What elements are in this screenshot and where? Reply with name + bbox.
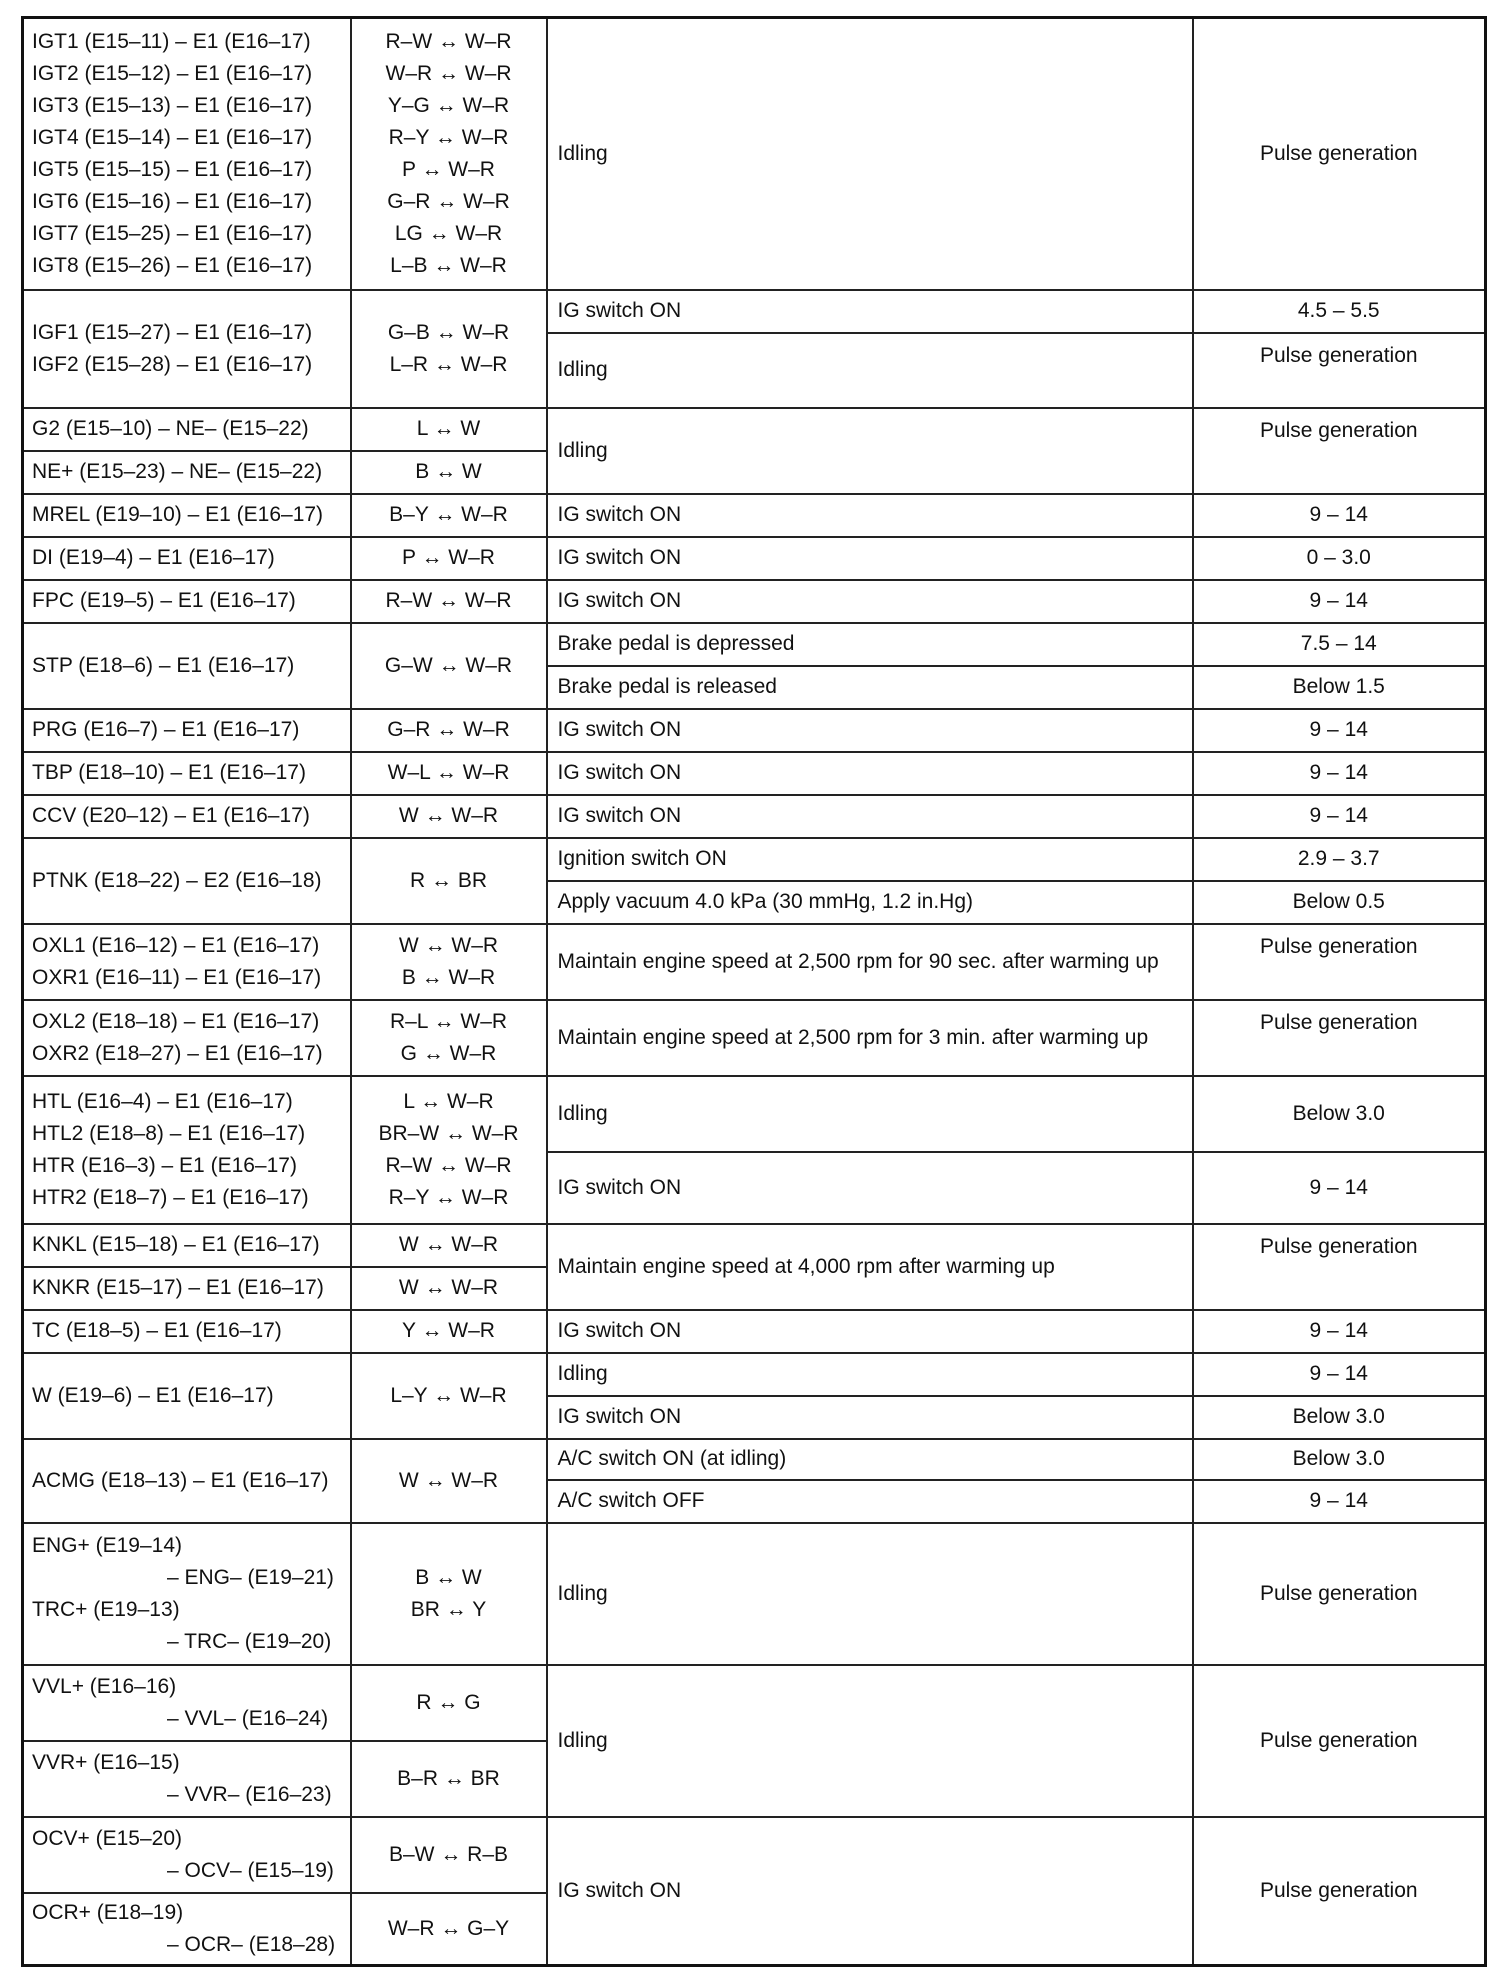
spec-cell: Pulse generation <box>1193 1523 1486 1665</box>
terminal-igt5: IGT5 (E15–15) – E1 (E16–17) <box>32 157 313 181</box>
terminal-stp: STP (E18–6) – E1 (E16–17) <box>23 623 351 709</box>
condition-cell: Maintain engine speed at 2,500 rpm for 3 min. after warming up <box>547 1000 1193 1076</box>
spec-cell: Pulse generation <box>1193 1224 1486 1310</box>
wiring-htr2: R–Y ↔ W–R <box>388 1185 509 1209</box>
wiring-fpc: R–W ↔ W–R <box>351 580 547 623</box>
condition-cell: Idling <box>547 1076 1193 1152</box>
table-row <box>23 752 1486 795</box>
table-row <box>23 1353 1486 1396</box>
condition-cell: IG switch ON <box>547 1396 1193 1439</box>
terminal-oxr1: OXR1 (E16–11) – E1 (E16–17) <box>32 965 322 989</box>
wiring-cell <box>351 290 547 408</box>
wiring-ocr: W–R ↔ G–Y <box>351 1893 547 1966</box>
wiring-oxr1: B ↔ W–R <box>401 965 496 989</box>
condition-cell: Maintain engine speed at 4,000 rpm after warming up <box>547 1224 1193 1310</box>
wiring-w: L–Y ↔ W–R <box>351 1353 547 1439</box>
terminal-prg: PRG (E16–7) – E1 (E16–17) <box>23 709 351 752</box>
wiring-igt4: R–Y ↔ W–R <box>388 125 509 149</box>
wiring-knkr: W ↔ W–R <box>351 1267 547 1310</box>
terminal-cell <box>23 18 351 290</box>
terminal-ocr-plus: OCR+ (E18–19) <box>32 1900 184 1924</box>
terminal-oxr2: OXR2 (E18–27) – E1 (E16–17) <box>32 1041 323 1065</box>
terminal-cell <box>23 1893 351 1966</box>
terminal-tbp: TBP (E18–10) – E1 (E16–17) <box>23 752 351 795</box>
table-row <box>23 709 1486 752</box>
condition-cell: A/C switch OFF <box>547 1480 1193 1523</box>
terminal-oxl2: OXL2 (E18–18) – E1 (E16–17) <box>32 1009 320 1033</box>
terminal-eng-minus: – ENG– (E19–21) <box>167 1565 334 1589</box>
table-row <box>23 1665 1486 1741</box>
terminal-htr2: HTR2 (E18–7) – E1 (E16–17) <box>32 1185 309 1209</box>
terminal-g2: G2 (E15–10) – NE– (E15–22) <box>23 408 351 451</box>
terminal-cell <box>23 1741 351 1817</box>
spec-cell: 4.5 – 5.5 <box>1193 290 1486 333</box>
condition-cell: A/C switch ON (at idling) <box>547 1439 1193 1480</box>
wiring-igt7: LG ↔ W–R <box>394 221 503 245</box>
spec-cell: Pulse generation <box>1193 1665 1486 1817</box>
terminal-igf1: IGF1 (E15–27) – E1 (E16–17) <box>32 320 313 344</box>
wiring-cell <box>351 1076 547 1224</box>
terminal-igt4: IGT4 (E15–14) – E1 (E16–17) <box>32 125 313 149</box>
spec-cell: 7.5 – 14 <box>1193 623 1486 666</box>
spec-cell: Below 0.5 <box>1193 881 1486 924</box>
wiring-igt8: L–B ↔ W–R <box>390 253 507 277</box>
condition-cell: IG switch ON <box>547 1817 1193 1966</box>
table-row <box>23 18 1486 290</box>
terminal-knkr: KNKR (E15–17) – E1 (E16–17) <box>23 1267 351 1310</box>
terminal-vvl-minus: – VVL– (E16–24) <box>167 1706 329 1730</box>
spec-cell: Pulse generation <box>1193 1817 1486 1966</box>
condition-cell: Brake pedal is depressed <box>547 623 1193 666</box>
table-row <box>23 623 1486 666</box>
spec-cell: Below 3.0 <box>1193 1439 1486 1480</box>
wiring-tc: Y ↔ W–R <box>351 1310 547 1353</box>
condition-cell: Idling <box>547 1353 1193 1396</box>
table-row <box>23 1310 1486 1353</box>
wiring-ptnk: R ↔ BR <box>351 838 547 924</box>
wiring-oxl1: W ↔ W–R <box>398 933 499 957</box>
terminal-cell <box>23 1076 351 1224</box>
wiring-vvr: B–R ↔ BR <box>351 1741 547 1817</box>
condition-cell: IG switch ON <box>547 494 1193 537</box>
condition-cell: IG switch ON <box>547 290 1193 333</box>
spec-cell: Below 3.0 <box>1193 1396 1486 1439</box>
terminal-igt8: IGT8 (E15–26) – E1 (E16–17) <box>32 253 313 277</box>
wiring-igt1: R–W ↔ W–R <box>385 29 512 53</box>
wiring-cell <box>351 1523 547 1665</box>
terminal-cell <box>23 924 351 1000</box>
terminal-igt1: IGT1 (E15–11) – E1 (E16–17) <box>32 29 311 53</box>
spec-cell: Below 1.5 <box>1193 666 1486 709</box>
spec-cell: 9 – 14 <box>1193 752 1486 795</box>
terminal-ptnk: PTNK (E18–22) – E2 (E16–18) <box>23 838 351 924</box>
wiring-igt3: Y–G ↔ W–R <box>387 93 510 117</box>
condition-cell: Idling <box>547 408 1193 494</box>
terminal-oxl1: OXL1 (E16–12) – E1 (E16–17) <box>32 933 320 957</box>
spec-cell: Below 3.0 <box>1193 1076 1486 1152</box>
terminal-htl: HTL (E16–4) – E1 (E16–17) <box>32 1089 293 1113</box>
wiring-cell <box>351 924 547 1000</box>
terminal-trc-plus: TRC+ (E19–13) <box>32 1597 180 1621</box>
wiring-eng: B ↔ W <box>415 1565 482 1589</box>
wiring-cell <box>351 18 547 290</box>
wiring-ccv: W ↔ W–R <box>351 795 547 838</box>
terminal-cell <box>23 1817 351 1893</box>
condition-cell: Idling <box>547 333 1193 408</box>
ecu-terminal-table-sheet <box>21 16 1484 1956</box>
wiring-htl2: BR–W ↔ W–R <box>378 1121 519 1145</box>
wiring-ne: B ↔ W <box>351 451 547 494</box>
wiring-oxr2: G ↔ W–R <box>400 1041 497 1065</box>
terminal-igt2: IGT2 (E15–12) – E1 (E16–17) <box>32 61 313 85</box>
condition-cell: Idling <box>547 1665 1193 1817</box>
wiring-htl: L ↔ W–R <box>403 1089 494 1113</box>
condition-cell: IG switch ON <box>547 1152 1193 1224</box>
terminal-htr: HTR (E16–3) – E1 (E16–17) <box>32 1153 297 1177</box>
wiring-igt2: W–R ↔ W–R <box>385 61 512 85</box>
spec-cell: 9 – 14 <box>1193 709 1486 752</box>
wiring-knkl: W ↔ W–R <box>351 1224 547 1267</box>
terminal-fpc: FPC (E19–5) – E1 (E16–17) <box>23 580 351 623</box>
wiring-igt6: G–R ↔ W–R <box>387 189 510 213</box>
spec-cell: 0 – 3.0 <box>1193 537 1486 580</box>
terminal-mrel: MREL (E19–10) – E1 (E16–17) <box>23 494 351 537</box>
spec-cell: 9 – 14 <box>1193 1353 1486 1396</box>
terminal-trc-minus: – TRC– (E19–20) <box>167 1629 332 1653</box>
terminal-htl2: HTL2 (E18–8) – E1 (E16–17) <box>32 1121 306 1145</box>
wiring-cell <box>351 1000 547 1076</box>
table-row <box>23 290 1486 333</box>
terminal-vvl-plus: VVL+ (E16–16) <box>32 1674 177 1698</box>
terminal-ocr-minus: – OCR– (E18–28) <box>167 1932 336 1956</box>
terminal-tc: TC (E18–5) – E1 (E16–17) <box>23 1310 351 1353</box>
condition-cell: Idling <box>547 18 1193 290</box>
condition-cell: IG switch ON <box>547 709 1193 752</box>
terminal-ne: NE+ (E15–23) – NE– (E15–22) <box>23 451 351 494</box>
wiring-di: P ↔ W–R <box>351 537 547 580</box>
spec-cell: Pulse generation <box>1193 924 1486 1000</box>
spec-cell: 9 – 14 <box>1193 1480 1486 1523</box>
table-row <box>23 1224 1486 1267</box>
condition-cell: Apply vacuum 4.0 kPa (30 mmHg, 1.2 in.Hg) <box>547 881 1193 924</box>
condition-cell: IG switch ON <box>547 752 1193 795</box>
table-row <box>23 838 1486 881</box>
table-row <box>23 924 1486 1000</box>
terminal-cell <box>23 1523 351 1665</box>
condition-cell: IG switch ON <box>547 537 1193 580</box>
terminal-eng-plus: ENG+ (E19–14) <box>32 1533 182 1557</box>
spec-cell: Pulse generation <box>1193 18 1486 290</box>
table-row <box>23 580 1486 623</box>
terminal-vvr-plus: VVR+ (E16–15) <box>32 1750 180 1774</box>
wiring-htr: R–W ↔ W–R <box>385 1153 512 1177</box>
table-row <box>23 1000 1486 1076</box>
condition-cell: IG switch ON <box>547 795 1193 838</box>
wiring-acmg: W ↔ W–R <box>351 1439 547 1523</box>
wiring-ocv: B–W ↔ R–B <box>351 1817 547 1893</box>
table-row <box>23 1076 1486 1152</box>
terminal-igt3: IGT3 (E15–13) – E1 (E16–17) <box>32 93 313 117</box>
spec-cell: Pulse generation <box>1193 1000 1486 1076</box>
terminal-cell <box>23 1000 351 1076</box>
wiring-g2: L ↔ W <box>351 408 547 451</box>
table-row <box>23 1439 1486 1480</box>
table-row <box>23 1523 1486 1665</box>
spec-cell: Pulse generation <box>1193 333 1486 408</box>
wiring-igt5: P ↔ W–R <box>402 157 495 181</box>
condition-cell: Ignition switch ON <box>547 838 1193 881</box>
spec-cell: 9 – 14 <box>1193 580 1486 623</box>
condition-cell: IG switch ON <box>547 1310 1193 1353</box>
wiring-stp: G–W ↔ W–R <box>351 623 547 709</box>
table-row <box>23 494 1486 537</box>
terminal-cell <box>23 290 351 408</box>
table-row <box>23 1817 1486 1893</box>
wiring-vvl: R ↔ G <box>351 1665 547 1741</box>
wiring-prg: G–R ↔ W–R <box>351 709 547 752</box>
condition-cell: Maintain engine speed at 2,500 rpm for 90 sec. after warming up <box>547 924 1193 1000</box>
terminal-ocv-plus: OCV+ (E15–20) <box>32 1826 182 1850</box>
terminal-igt6: IGT6 (E15–16) – E1 (E16–17) <box>32 189 313 213</box>
spec-cell: 9 – 14 <box>1193 494 1486 537</box>
terminal-cell <box>23 1665 351 1741</box>
wiring-igf1: G–B ↔ W–R <box>387 320 510 344</box>
spec-cell: Pulse generation <box>1193 408 1486 494</box>
condition-cell: IG switch ON <box>547 580 1193 623</box>
table-row <box>23 537 1486 580</box>
spec-cell: 2.9 – 3.7 <box>1193 838 1486 881</box>
terminal-knkl: KNKL (E15–18) – E1 (E16–17) <box>23 1224 351 1267</box>
terminal-ocv-minus: – OCV– (E15–19) <box>167 1858 334 1882</box>
condition-cell: Idling <box>547 1523 1193 1665</box>
terminal-w: W (E19–6) – E1 (E16–17) <box>23 1353 351 1439</box>
spec-cell: 9 – 14 <box>1193 795 1486 838</box>
terminal-vvr-minus: – VVR– (E16–23) <box>167 1782 332 1806</box>
wiring-tbp: W–L ↔ W–R <box>351 752 547 795</box>
terminal-di: DI (E19–4) – E1 (E16–17) <box>23 537 351 580</box>
spec-cell: 9 – 14 <box>1193 1152 1486 1224</box>
condition-cell: Brake pedal is released <box>547 666 1193 709</box>
wiring-trc: BR ↔ Y <box>410 1597 487 1621</box>
wiring-oxl2: R–L ↔ W–R <box>389 1009 508 1033</box>
terminal-igf2: IGF2 (E15–28) – E1 (E16–17) <box>32 352 313 376</box>
ecu-terminal-table <box>21 16 1487 1967</box>
table-row <box>23 795 1486 838</box>
wiring-mrel: B–Y ↔ W–R <box>351 494 547 537</box>
terminal-ccv: CCV (E20–12) – E1 (E16–17) <box>23 795 351 838</box>
terminal-acmg: ACMG (E18–13) – E1 (E16–17) <box>23 1439 351 1523</box>
terminal-igt7: IGT7 (E15–25) – E1 (E16–17) <box>32 221 313 245</box>
spec-cell: 9 – 14 <box>1193 1310 1486 1353</box>
table-row <box>23 408 1486 451</box>
wiring-igf2: L–R ↔ W–R <box>389 352 508 376</box>
